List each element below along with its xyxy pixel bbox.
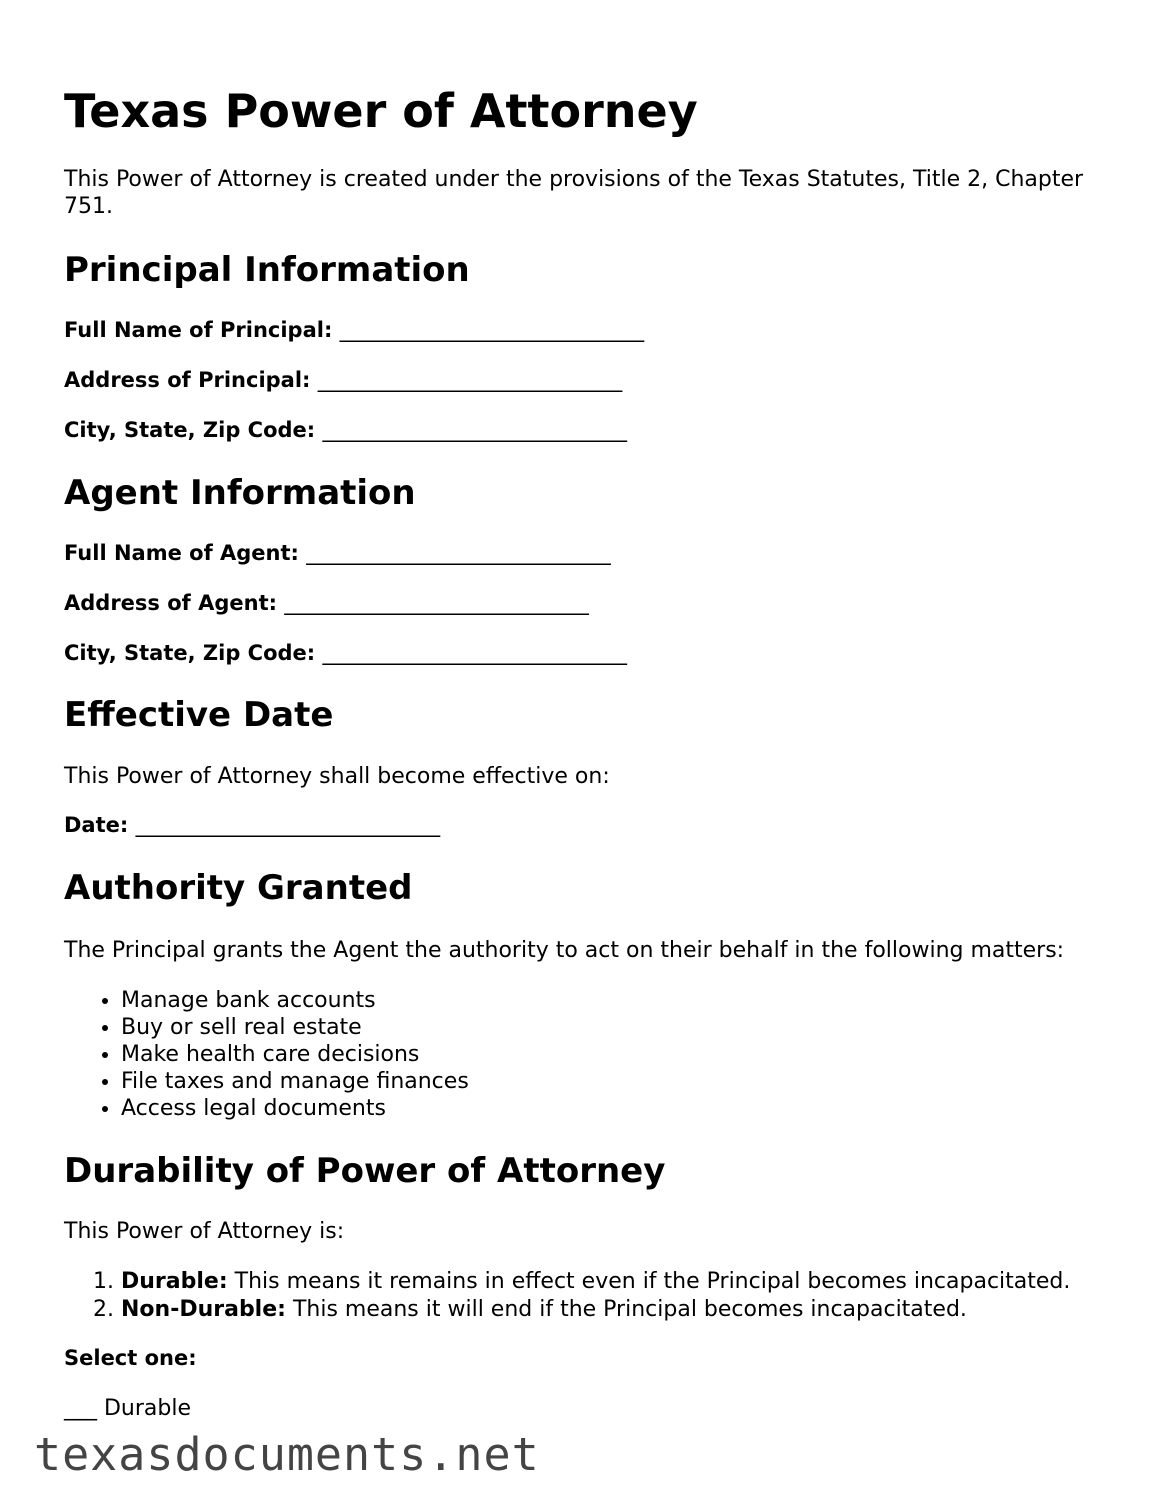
agent-name-field[interactable] [64,541,611,565]
agent-address-field[interactable] [64,591,589,615]
principal-heading: Principal Information [64,250,470,290]
agent-name-label: Full Name of Agent: [64,541,299,565]
authority-list [64,987,469,1122]
agent-city-label: City, State, Zip Code: [64,641,316,665]
list-item: • Buy or sell real estate [121,1014,469,1041]
agent-name-blank[interactable]: _____________________________ [306,541,611,565]
principal-address-label: Address of Principal: [64,368,311,392]
option-desc: This means it will end if the Principal becomes incapacitated. [285,1296,967,1322]
list-item [121,1296,1070,1324]
select-one-label: Select one: [64,1346,197,1370]
principal-city-label: City, State, Zip Code: [64,418,316,442]
intro-paragraph: This Power of Attorney is created under the provisions of the Texas Statutes, Title 2, Chapter 751. [64,167,1084,219]
effective-date-field[interactable] [64,813,440,837]
effective-date-text: This Power of Attorney shall become effective on: [64,764,610,789]
principal-address-field[interactable] [64,368,622,392]
principal-name-field[interactable] [64,318,644,342]
principal-city-field[interactable] [64,418,627,442]
agent-address-label: Address of Agent: [64,591,278,615]
date-label: Date: [64,813,129,837]
list-item: • Manage bank accounts [121,987,469,1014]
list-item: • Access legal documents [121,1095,469,1122]
list-item: • File taxes and manage finances [121,1068,469,1095]
agent-city-field[interactable] [64,641,627,665]
durable-choice[interactable] [64,1395,1104,1422]
list-item [121,1268,1070,1296]
authority-text: The Principal grants the Agent the authority to act on their behalf in the following matters: [64,938,1065,963]
principal-city-blank[interactable]: _____________________________ [322,418,627,442]
authority-heading: Authority Granted [64,868,413,908]
option-desc: This means it remains in effect even if the Principal becomes incapacitated. [227,1269,1071,1294]
agent-city-blank[interactable]: _____________________________ [322,641,627,665]
option-term: Non-Durable: [121,1296,286,1322]
agent-address-blank[interactable]: _____________________________ [284,591,589,615]
option-term: Durable: [121,1269,228,1294]
principal-name-blank[interactable]: _____________________________ [339,318,645,342]
watermark: texasdocuments.net [34,1428,540,1481]
document-title: Texas Power of Attorney [64,84,698,138]
list-item: • Make health care decisions [121,1041,469,1068]
durable-choice-blank[interactable]: ___ [64,1396,97,1421]
date-blank[interactable]: _____________________________ [135,813,441,837]
agent-heading: Agent Information [64,473,416,513]
effective-date-heading: Effective Date [64,695,334,735]
principal-name-label: Full Name of Principal: [64,318,333,342]
durable-choice-label: Durable [97,1396,192,1421]
durability-text: This Power of Attorney is: [64,1219,345,1244]
principal-address-blank[interactable]: _____________________________ [317,368,623,392]
durability-options-list [64,1268,1070,1323]
durability-heading: Durability of Power of Attorney [64,1151,666,1191]
